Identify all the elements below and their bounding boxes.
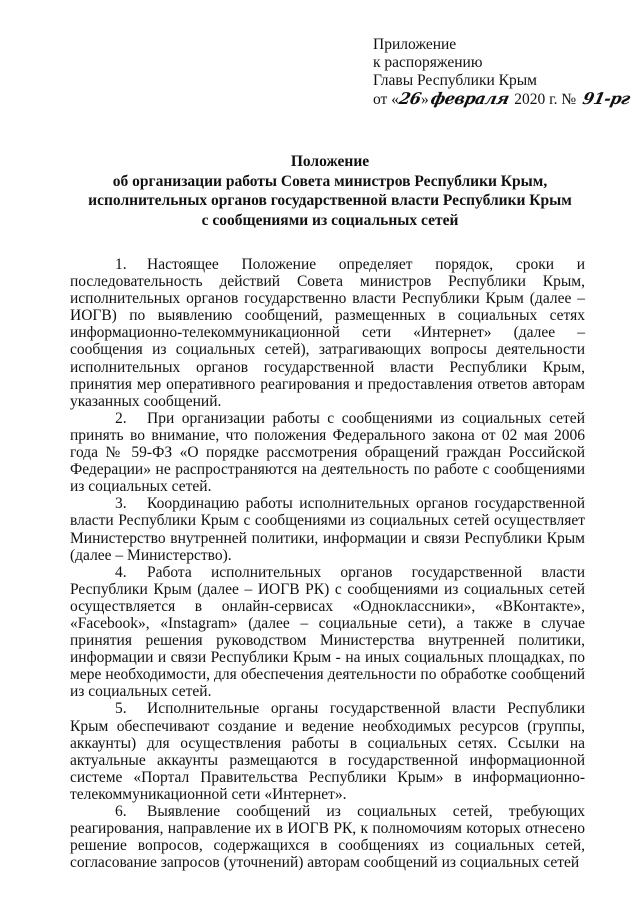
handwritten-day: 26 xyxy=(397,89,423,108)
date-quote: » xyxy=(420,91,429,108)
paragraph-number: 3. xyxy=(115,495,127,513)
attachment-issuer: Главы Республики Крым xyxy=(373,72,537,89)
attachment-to-order: к распоряжению xyxy=(373,54,483,71)
attachment-date-line xyxy=(373,89,632,109)
document-title xyxy=(40,152,620,230)
paragraph-3 xyxy=(70,495,585,563)
paragraph-2 xyxy=(70,410,585,495)
paragraph-text: Выявление сообщений из социальных сетей, требующих реагирования, направление их в ИОГВ РК, к полномочиям которых отнесено решение вопросов, содержащихся в сообщениях из социальных сетей, согласование запросов (уточнений) авторам сообщений из социальных сетей xyxy=(70,803,585,872)
paragraph-text: Исполнительные органы государственной власти Республики Крым обеспечивают создание и ведение необходимых ресурсов (группы, аккаунты) для осуществления работы в социальных сетях. Ссылки на актуальные аккаунты размещаются в государственной информационной системе «Портал Правительства Республики Крым» в информационно-телекоммуникационной сети «Интернет». xyxy=(70,700,585,803)
title-line-1: Положение xyxy=(290,153,370,170)
paragraph-4 xyxy=(70,564,585,701)
title-line-3: исполнительных органов государственной власти Республики Крым xyxy=(88,192,572,209)
date-prefix: от « xyxy=(373,91,399,108)
paragraph-text: Работа исполнительных органов государственной власти Республики Крым (далее – ИОГВ РК) с сообщениями из социальных сетей осуществляется в онлайн-сервисах «Одноклассники», «ВКонтакте», «Facebook», «Instagram» (далее – социальные сети), а также в случае принятия решения руководством Министерства внутренней политики, информации и связи Республики Крым - на иных социальных площадках, по мере необходимости, для обеспечения деятельности по обработке сообщений из социальных сетей. xyxy=(70,563,585,701)
paragraph-number: 5. xyxy=(115,700,127,718)
paragraph-text: Координацию работы исполнительных органов государственной власти Республики Крым с сообщениями из социальных сетей осуществляет Министерство внутренней политики, информации и связи Республики Крым (далее – Министерство). xyxy=(70,495,585,564)
paragraph-number: 6. xyxy=(115,803,127,820)
date-year: 2020 г. № xyxy=(510,91,581,108)
paragraph-number: 2. xyxy=(115,409,127,427)
attachment-block xyxy=(373,36,632,109)
attachment-label: Приложение xyxy=(373,36,457,53)
paragraph-number: 4. xyxy=(115,563,127,581)
paragraph-text: Настоящее Положение определяет порядок, сроки и последовательность действий Совета министров Республики Крым, исполнительных органов государственно власти Республики Крым (далее – ИОГВ) по выявлению сообщений, размещенных в социальных сетях информационно-телекоммуникационной сети «Интернет» (далее – сообщения из социальных сетей), затрагивающих вопросы деятельности исполнительных органов государственной власти Республики Крым, принятия мер оперативного реагирования и предоставления ответов авторам указанных сообщений. xyxy=(70,256,585,410)
paragraph-number: 1. xyxy=(115,256,127,273)
title-line-4: с сообщениями из социальных сетей xyxy=(201,211,459,229)
paragraph-5 xyxy=(70,700,585,803)
handwritten-doc-number: 91-рг xyxy=(581,89,632,108)
paragraph-1 xyxy=(70,256,585,410)
paragraph-text: При организации работы с сообщениями из социальных сетей принять во внимание, что положения Федерального закона от 02 мая 2006 года № 59-ФЗ «О порядке рассмотрения обращений граждан Российской Федерации» не распространяются на деятельность по работе с сообщениями из социальных сетей. xyxy=(70,409,585,496)
document-body xyxy=(70,256,585,871)
paragraph-6 xyxy=(70,803,585,871)
title-line-2: об организации работы Совета министров Республики Крым, xyxy=(112,172,548,190)
handwritten-month: февраля xyxy=(428,89,511,108)
